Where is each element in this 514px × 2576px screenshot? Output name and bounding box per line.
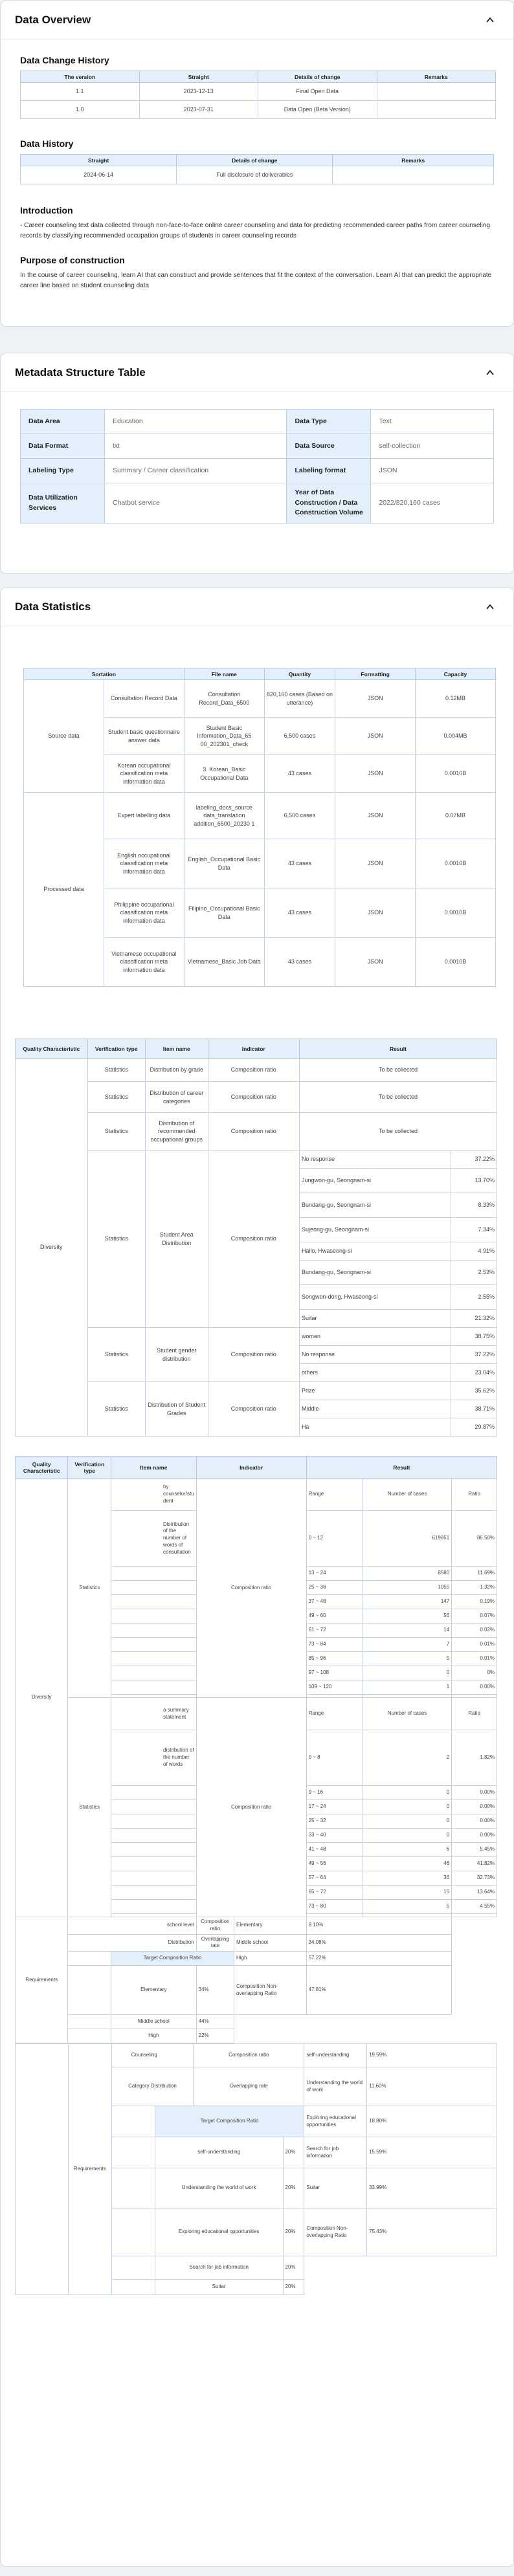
cell: Sujeong-gu, Seongnam-si (299, 1218, 451, 1242)
cell: Distribution of recommended occupational groups (145, 1113, 208, 1150)
cell: 2024-06-14 (21, 166, 177, 184)
cell: Student basic questionnaire answer data (104, 718, 184, 755)
cell: 0.00% (452, 1680, 497, 1695)
cell: 73 ~ 80 (306, 1900, 363, 1914)
cell: 0.0010B (416, 839, 496, 888)
cell: Composition ratio (208, 1059, 299, 1082)
cell: school level (68, 1917, 196, 1935)
section-title: Metadata Structure Table (15, 366, 146, 379)
cell: Statistics (87, 1382, 145, 1437)
cell: Counseling (111, 2044, 193, 2067)
cell: Final Open Data (258, 83, 377, 101)
intro-title: Introduction (20, 205, 73, 215)
cell: 1055 (363, 1581, 451, 1595)
cell: 1.32% (452, 1581, 497, 1595)
counseling-category-table (15, 2043, 497, 2295)
col-header: Straight (21, 155, 177, 166)
cell: 34% (196, 1966, 234, 2015)
cell: 6 (363, 1843, 451, 1857)
cell: JSON (335, 680, 416, 718)
data-statistics-header[interactable] (1, 588, 513, 626)
cell: self-understanding (304, 2044, 367, 2067)
change-history-title: Data Change History (20, 55, 109, 65)
col-header: Indicator (208, 1039, 299, 1059)
cell: Composition ratio (208, 1382, 299, 1437)
col-header: Item name (111, 1457, 197, 1479)
cell: High (111, 2029, 197, 2043)
cell: Songwon-dong, Hwaseong-si (299, 1285, 451, 1310)
cell: 5.45% (452, 1843, 497, 1857)
cell: 43 cases (264, 938, 335, 987)
meta-value: 2022/820,160 cases (371, 483, 494, 523)
meta-value: self-collection (371, 434, 494, 459)
chevron-up-icon[interactable] (481, 11, 499, 29)
meta-key: Data Format (21, 434, 105, 459)
cell: To be collected (299, 1113, 497, 1150)
cell: Vietnamese occupational classification meta information data (104, 938, 184, 987)
cell: 1.82% (452, 1730, 497, 1786)
cell: Student gender distribution (145, 1328, 208, 1382)
cell: 18.80% (367, 2106, 497, 2137)
cell: Consultation Record_Data_6500 (184, 680, 264, 718)
cell: Suitar (299, 1310, 451, 1328)
cell: 109 ~ 120 (306, 1680, 363, 1695)
purpose-text: In the course of career counseling, learn AI that can construct and provide sentences that fit the context of the conversation. Learn AI that can predict the appropriate career line based on student counseling data (20, 272, 492, 289)
cell: 37.22% (451, 1346, 497, 1364)
cell: Search for job information (155, 2256, 283, 2280)
cell: 73 ~ 84 (306, 1638, 363, 1652)
diversity-statistics-table (15, 1039, 497, 1437)
col-header: Details of change (177, 155, 333, 166)
cell: 820,160 cases (Based on utterance) (264, 680, 335, 718)
group-name: Processed data (24, 793, 104, 987)
cell: self-understanding (155, 2137, 283, 2168)
cell: others (299, 1364, 451, 1382)
cell: 0 (363, 1829, 451, 1843)
cell: 49 ~ 60 (306, 1609, 363, 1624)
cell: 0 (363, 1786, 451, 1800)
col-header: Result (306, 1457, 497, 1479)
data-statistics-section (0, 587, 514, 2567)
chevron-up-icon[interactable] (481, 364, 499, 382)
cell: 0.0010B (416, 888, 496, 938)
meta-key: Data Source (287, 434, 371, 459)
cell: 37.22% (451, 1150, 497, 1169)
cell: distribution of the number of words (111, 1730, 197, 1786)
cell: JSON (335, 793, 416, 839)
cell: 21.32% (451, 1310, 497, 1328)
cell: Student Area Distribution (145, 1150, 208, 1328)
cell: Category Distribution (111, 2067, 193, 2106)
cell: Distribution (68, 1934, 196, 1952)
cell: JSON (335, 839, 416, 888)
cell: 7 (363, 1638, 451, 1652)
col-header: Formatting (335, 668, 416, 680)
col-header: The version (21, 71, 140, 83)
cell: Middle school (111, 2015, 197, 2029)
cell: 0.19% (452, 1595, 497, 1609)
cell: JSON (335, 938, 416, 987)
cell: JSON (335, 755, 416, 793)
cell: 13.64% (452, 1886, 497, 1900)
cell: Exploring educational opportunities (304, 2106, 367, 2137)
cell: 0.004MB (416, 718, 496, 755)
cell: Consultation Record Data (104, 680, 184, 718)
cell: 0.00% (452, 1786, 497, 1800)
cell: Composition ratio (196, 1917, 234, 1935)
cell: Statistics (87, 1082, 145, 1113)
cell: 2.53% (451, 1260, 497, 1285)
cell: 38.71% (451, 1400, 497, 1418)
cell: English_Occupational Basic Data (184, 839, 264, 888)
metadata-section (0, 353, 514, 574)
cell: JSON (335, 888, 416, 938)
cell: 19.59% (367, 2044, 497, 2067)
cell: Requirements (68, 2044, 111, 2295)
cell: 61 ~ 72 (306, 1624, 363, 1638)
cell: 0.0010B (416, 938, 496, 987)
cell: Statistics (87, 1059, 145, 1082)
cell: Korean occupational classification meta information data (104, 755, 184, 793)
cell: Overlapping rate (194, 2067, 304, 2106)
cell: 0.00% (452, 1829, 497, 1843)
cell: 43 cases (264, 755, 335, 793)
cell: 34.08% (306, 1934, 452, 1952)
metadata-header[interactable] (1, 353, 513, 392)
cell: 25 ~ 36 (306, 1581, 363, 1595)
cell: Composition ratio (208, 1113, 299, 1150)
cell: 0.00% (452, 1800, 497, 1814)
col-header: Quality Characteristic (16, 1039, 88, 1059)
cell: 20% (283, 2280, 304, 2295)
cell: Middle (299, 1400, 451, 1418)
data-overview-section (0, 0, 514, 327)
cell: Overlapping rate (196, 1934, 234, 1952)
cell: 44% (196, 2015, 234, 2029)
cell: JSON (335, 718, 416, 755)
cell: Expert labelling data (104, 793, 184, 839)
cell: 2.55% (451, 1285, 497, 1310)
cell: 5 (363, 1652, 451, 1666)
group-name: Source data (24, 680, 104, 793)
cell: Ratio (452, 1698, 497, 1730)
cell: 0.0010B (416, 755, 496, 793)
cell: Ha (299, 1418, 451, 1437)
cell: Elementary (234, 1917, 307, 1935)
cell: Composition ratio (196, 1479, 306, 1698)
cell (333, 166, 494, 184)
meta-value: txt (105, 434, 287, 459)
cell: Understanding the world of work (155, 2168, 283, 2208)
cell: 85 ~ 96 (306, 1652, 363, 1666)
col-header: Item name (145, 1039, 208, 1059)
quality-characteristic: Diversity (16, 1059, 88, 1437)
cell: 8.33% (451, 1193, 497, 1218)
cell: a summary statement (111, 1698, 197, 1730)
cell: 2023-12-13 (139, 83, 258, 101)
cell: Composition ratio (208, 1328, 299, 1382)
file-statistics-table (23, 668, 496, 987)
data-overview-header[interactable] (1, 1, 513, 39)
cell: 41.82% (452, 1857, 497, 1871)
section-title: Data Statistics (15, 600, 91, 613)
cell: 29.87% (451, 1418, 497, 1437)
target-ratio-label: Target Composition Ratio (155, 2106, 304, 2137)
cell: by counselor/stu dent (111, 1479, 197, 1511)
cell: 43 cases (264, 888, 335, 938)
cell: High (234, 1952, 307, 1966)
cell: 0.01% (452, 1638, 497, 1652)
cell: 37 ~ 48 (306, 1595, 363, 1609)
cell: 0 (363, 1814, 451, 1829)
col-header: Sortation (24, 668, 184, 680)
cell: 65 ~ 72 (306, 1886, 363, 1900)
cell: 2 (363, 1730, 451, 1786)
cell: 17 ~ 24 (306, 1800, 363, 1814)
cell: 5 (363, 1900, 451, 1914)
cell (377, 83, 496, 101)
cell: Composition ratio (194, 2044, 304, 2067)
cell: 47.81% (306, 1966, 452, 2015)
cell: 49 ~ 56 (306, 1857, 363, 1871)
cell: 8580 (363, 1567, 451, 1581)
cell: 6,500 cases (264, 793, 335, 839)
cell: Suitar (155, 2280, 283, 2295)
cell: 33 ~ 40 (306, 1829, 363, 1843)
section-title: Data Overview (15, 13, 91, 26)
cell: 0.07% (452, 1609, 497, 1624)
cell (377, 101, 496, 119)
cell: 36 (363, 1871, 451, 1886)
meta-key: Labeling format (287, 459, 371, 483)
cell: Exploring educational opportunities (155, 2208, 283, 2256)
meta-value: Chatbot service (105, 483, 287, 523)
cell: Number of cases (363, 1479, 451, 1511)
cell: Search for job information (304, 2137, 367, 2168)
cell: Requirements (16, 1917, 68, 2043)
col-header: Remarks (377, 71, 496, 83)
cell: 20% (283, 2256, 304, 2280)
col-header: Quality Characteristic (16, 1457, 68, 1479)
meta-key: Data Type (287, 410, 371, 434)
cell: 41 ~ 48 (306, 1843, 363, 1857)
metadata-table (20, 409, 494, 523)
cell: 4.55% (452, 1900, 497, 1914)
cell: 25 ~ 32 (306, 1814, 363, 1829)
cell: Composition ratio (208, 1150, 299, 1328)
cell: 0% (452, 1666, 497, 1680)
cell: 0.02% (452, 1624, 497, 1638)
col-header: Verification type (87, 1039, 145, 1059)
cell: 0.07MB (416, 793, 496, 839)
cell: 1.0 (21, 101, 140, 119)
cell: English occupational classification meta information data (104, 839, 184, 888)
cell: Statistics (87, 1150, 145, 1328)
cell: 97 ~ 108 (306, 1666, 363, 1680)
cell: 20% (283, 2168, 304, 2208)
meta-key: Data Area (21, 410, 105, 434)
col-header: Verification type (68, 1457, 111, 1479)
meta-key: Data Utilization Services (21, 483, 105, 523)
col-header: File name (184, 668, 264, 680)
cell: 0 (363, 1666, 451, 1680)
cell: Statistics (68, 1698, 111, 1917)
cell: Ratio (452, 1479, 497, 1511)
cell: Composition ratio (196, 1698, 306, 1917)
cell: 46 (363, 1857, 451, 1871)
cell: Number of cases (363, 1698, 451, 1730)
cell: 13.70% (451, 1169, 497, 1193)
cell: Elementary (111, 1966, 197, 2015)
cell: Philippine occupational classification meta information data (104, 888, 184, 938)
cell: 35.62% (451, 1382, 497, 1400)
cell: 0.01% (452, 1652, 497, 1666)
col-header: Quantity (264, 668, 335, 680)
cell: Prize (299, 1382, 451, 1400)
cell: 22% (196, 2029, 234, 2043)
cell: Range (306, 1479, 363, 1511)
cell: Understanding the world of work (304, 2067, 367, 2106)
cell: 147 (363, 1595, 451, 1609)
change-history-table (20, 71, 496, 119)
cell: 0 ~ 12 (306, 1511, 363, 1567)
cell: 57 ~ 64 (306, 1871, 363, 1886)
cell: 1.1 (21, 83, 140, 101)
cell: To be collected (299, 1082, 497, 1113)
cell: Bundang-gu, Seongnam-si (299, 1260, 451, 1285)
cell: Range (306, 1698, 363, 1730)
cell: Data Open (Beta Version) (258, 101, 377, 119)
purpose-title: Purpose of construction (20, 255, 125, 265)
cell: Distribution of career categories (145, 1082, 208, 1113)
cell: 75.43% (367, 2208, 497, 2256)
chevron-up-icon[interactable] (481, 598, 499, 616)
cell: Composition ratio (208, 1082, 299, 1113)
cell: 33.99% (367, 2168, 497, 2208)
cell: 20% (283, 2137, 304, 2168)
col-header: Remarks (333, 155, 494, 166)
cell: Statistics (87, 1113, 145, 1150)
cell: 2023-07-31 (139, 101, 258, 119)
col-header: Details of change (258, 71, 377, 83)
cell: Distribution by grade (145, 1059, 208, 1082)
cell: 0 (363, 1800, 451, 1814)
col-header: Result (299, 1039, 497, 1059)
cell: Suitar (304, 2168, 367, 2208)
cell: 4.91% (451, 1242, 497, 1260)
cell: 15 (363, 1886, 451, 1900)
meta-value: JSON (371, 459, 494, 483)
cell: 23.04% (451, 1364, 497, 1382)
cell: 7.34% (451, 1218, 497, 1242)
cell: Distribution of the number of words of consultation (111, 1511, 197, 1567)
meta-value: Text (371, 410, 494, 434)
cell: Filipino_Occupational Basic Data (184, 888, 264, 938)
cell: Jungwon-gu, Seongnam-si (299, 1169, 451, 1193)
cell: 57.22% (306, 1952, 452, 1966)
cell: 619651 (363, 1511, 451, 1567)
history-title: Data History (20, 138, 74, 149)
word-distribution-table (15, 1456, 497, 2043)
cell: 0.12MB (416, 680, 496, 718)
cell: 3. Korean_Basic Occupational Data (184, 755, 264, 793)
cell: 15.59% (367, 2137, 497, 2168)
cell: 14 (363, 1624, 451, 1638)
cell: Student Basic Information_Data_65 00_202301_check (184, 718, 264, 755)
cell: Composition Non-overlapping Ratio (234, 1966, 307, 2015)
cell: Statistics (87, 1328, 145, 1382)
cell: labeling_docs_source data_translation addition_6500_20230 1 (184, 793, 264, 839)
cell: Distribution of Student Grades (145, 1382, 208, 1437)
cell: Hallo, Hwaseong-si (299, 1242, 451, 1260)
cell: 86.50% (452, 1511, 497, 1567)
cell: 38.75% (451, 1328, 497, 1346)
cell: Middle school (234, 1934, 307, 1952)
cell: 11.69% (452, 1567, 497, 1581)
cell: 0 ~ 8 (306, 1730, 363, 1786)
target-ratio-label: Target Composition Ratio (111, 1952, 234, 1966)
cell: 0.00% (452, 1814, 497, 1829)
quality-characteristic: Diversity (16, 1479, 68, 1917)
cell: woman (299, 1328, 451, 1346)
cell: Composition Non-overlapping Ratio (304, 2208, 367, 2256)
cell: 32.73% (452, 1871, 497, 1886)
cell: Full disclosure of deliverables (177, 166, 333, 184)
cell: Bundang-gu, Seongnam-si (299, 1193, 451, 1218)
cell: To be collected (299, 1059, 497, 1082)
meta-value: Summary / Career classification (105, 459, 287, 483)
meta-key: Year of Data Construction / Data Construction Volume (287, 483, 371, 523)
cell: No response (299, 1150, 451, 1169)
cell: Vietnamese_Basic Job Data (184, 938, 264, 987)
intro-text: - Career counseling text data collected through non-face-to-face online career counseling and data for predicting recommended career paths from career counseling records by classifying recommended occupation groups of students in career counseling records (20, 222, 490, 239)
col-header: Capacity (416, 668, 496, 680)
meta-value: Education (105, 410, 287, 434)
cell: No response (299, 1346, 451, 1364)
cell: 43 cases (264, 839, 335, 888)
cell: 8.10% (306, 1917, 452, 1935)
cell: 11.60% (367, 2067, 497, 2106)
col-header: Straight (139, 71, 258, 83)
cell: 6,500 cases (264, 718, 335, 755)
cell: Statistics (68, 1479, 111, 1698)
cell: 20% (283, 2208, 304, 2256)
col-header: Indicator (196, 1457, 306, 1479)
cell: 1 (363, 1680, 451, 1695)
cell: 56 (363, 1609, 451, 1624)
meta-key: Labeling Type (21, 459, 105, 483)
cell: 13 ~ 24 (306, 1567, 363, 1581)
cell: 9 ~ 16 (306, 1786, 363, 1800)
history-table (20, 154, 494, 184)
